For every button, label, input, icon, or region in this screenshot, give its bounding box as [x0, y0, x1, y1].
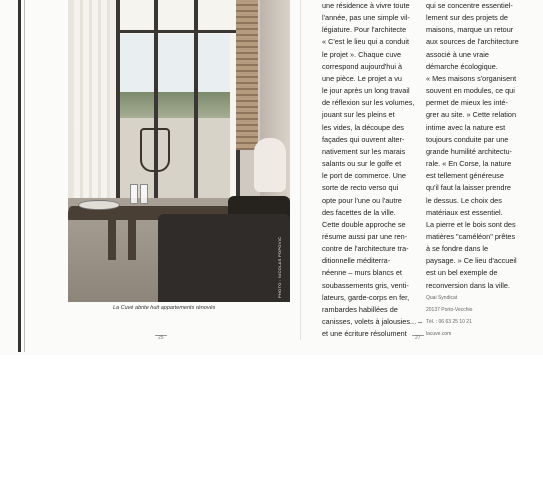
- photo-table-leg: [108, 220, 116, 260]
- text-line: toujours conduite par une: [426, 134, 509, 144]
- text-line: l'année, pas une simple vil-: [322, 13, 410, 23]
- text-line: légiature. Pour l'architecte: [322, 25, 407, 35]
- text-line: à se fondre dans le: [426, 244, 489, 254]
- photo-glass: [130, 184, 138, 204]
- article-column-2: [426, 0, 518, 340]
- text-line: lement sur des projets de: [426, 13, 508, 23]
- text-line: résume aussi par une ren-: [322, 231, 408, 241]
- text-line: jouant sur les pleins et: [322, 110, 395, 120]
- photo-shutter: [236, 0, 258, 150]
- text-line: ditionnelle méditerra-: [322, 256, 391, 266]
- photo-sky: [120, 34, 230, 94]
- interior-photo: [68, 0, 290, 302]
- text-line: une pièce. Le projet a vu: [322, 73, 402, 83]
- contact-line: Tél. : 06 63 25 10 21: [426, 318, 472, 325]
- contact-line: Quai Syndicat: [426, 294, 458, 301]
- text-line: « C'est le lieu qui a conduit: [322, 37, 409, 47]
- contact-line: 20137 Porto-Vecchio: [426, 306, 473, 313]
- text-line: correspond aujourd'hui à: [322, 61, 403, 71]
- text-line: le dessus. Le choix des: [426, 195, 502, 205]
- text-line: rambardes habillées de: [322, 304, 398, 314]
- photo-caption: La Cuvé abrite huit appartements rénovés: [113, 305, 216, 311]
- contact-line: lacuve.com: [426, 330, 452, 337]
- text-line: opte pour l'une ou l'autre: [322, 195, 402, 205]
- text-line: le port de commerce. Une: [322, 171, 406, 181]
- binding-edge-shadow: [24, 0, 25, 352]
- text-line: matières "caméléon" prêtes: [426, 231, 516, 241]
- text-line: permet de mieux les inté-: [426, 98, 508, 108]
- text-line: sorte de recto verso qui: [322, 183, 399, 193]
- text-line: soubassements gris, venti-: [322, 280, 409, 290]
- photo-bowl: [78, 200, 120, 210]
- text-line: intime avec la nature est: [426, 122, 506, 132]
- text-line: est tellement généreuse: [426, 171, 504, 181]
- photo-sofa: [158, 214, 290, 302]
- text-line: maisons, marque un retour: [426, 25, 514, 35]
- text-line: et une écriture résolument: [322, 329, 407, 339]
- text-line: contre de l'architecture tra-: [322, 244, 409, 254]
- text-line: néenne – murs blancs et: [322, 268, 402, 278]
- photo-lamp: [254, 138, 286, 192]
- photo-curtain: [74, 0, 110, 210]
- text-line: reconversion dans la ville.: [426, 280, 510, 290]
- text-line: associé à une vraie: [426, 49, 489, 59]
- binding-edge: [18, 0, 21, 352]
- text-line: qui se concentre essentiel-: [426, 1, 513, 10]
- text-line: salants ou sur le golfe et: [322, 159, 402, 169]
- page-number-left: 25: [158, 335, 164, 341]
- page-fold: [300, 0, 301, 340]
- text-line: façades qui ouvrent alter-: [322, 134, 405, 144]
- text-line: qu'il faut la laisser prendre: [426, 183, 511, 193]
- text-line: canisses, volets à jalousies... –: [322, 317, 423, 327]
- text-line: paysage. » Ce lieu d'accueil: [426, 256, 517, 266]
- text-line: aux sources de l'architecture: [426, 37, 519, 47]
- photo-table-leg: [128, 220, 136, 260]
- text-line: est un bel exemple de: [426, 268, 498, 278]
- text-line: des facettes de la ville.: [322, 207, 396, 217]
- photo-credit: PHOTO : NICOLAS POPOVIC: [277, 236, 282, 298]
- text-line: lateurs, garde-corps en fer,: [322, 292, 410, 302]
- text-line: le projet ». Chaque cuve: [322, 49, 402, 59]
- photo-trees: [120, 92, 230, 118]
- text-line: démarche écologique.: [426, 61, 498, 71]
- text-line: une résidence à vivre toute: [322, 1, 410, 10]
- text-line: La pierre et le bois sont des: [426, 219, 516, 229]
- text-line: les vides, la découpe des: [322, 122, 404, 132]
- text-line: nativement sur les marais: [322, 146, 406, 156]
- text-line: grande humilité architectu-: [426, 146, 512, 156]
- text-line: Cette double approche se: [322, 219, 406, 229]
- text-line: « Mes maisons s'organisent: [426, 73, 517, 83]
- photo-window-transom: [116, 30, 236, 33]
- text-line: de réflexion sur les volumes,: [322, 98, 415, 108]
- text-line: matériaux est essentiel.: [426, 207, 503, 217]
- text-line: le jour après un long travail: [322, 86, 410, 96]
- text-line: grer au site. » Cette relation: [426, 110, 517, 120]
- text-line: rale. « En Corse, la nature: [426, 159, 512, 169]
- text-line: souvent en modules, ce qui: [426, 86, 515, 96]
- photo-glass: [140, 184, 148, 204]
- page-number-right: 27: [415, 335, 421, 341]
